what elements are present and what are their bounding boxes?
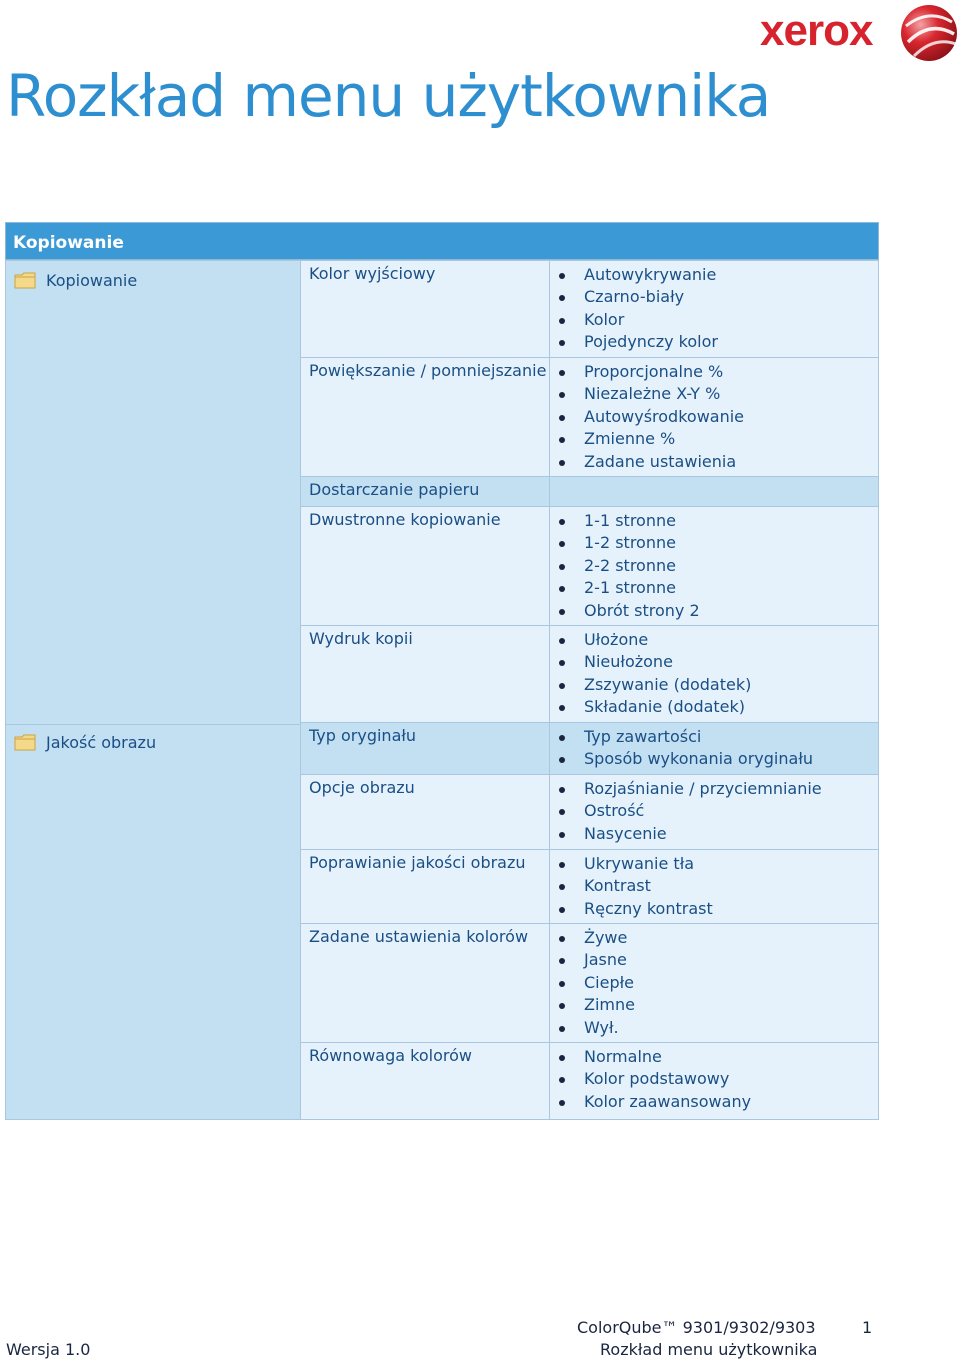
page-title: Rozkład menu użytkownika [6,62,771,130]
feature-label: Wydruk kopii [309,629,413,648]
feature-label: Powiększanie / pomniejszanie [309,361,547,380]
feature-label: Zadane ustawienia kolorów [309,927,529,946]
option-item: Jasne [584,950,627,970]
option-item: Kolor zaawansowany [584,1091,752,1111]
feature-label: Dwustronne kopiowanie [309,510,501,529]
option-item: Autowykrywanie [584,265,717,284]
options-cell [549,507,879,625]
feature-label: Kolor wyjściowy [309,264,436,283]
menu-map-table [5,222,879,1111]
options-cell [549,477,879,506]
option-item: Ciepłe [584,972,635,992]
option-item: Proporcjonalne % [584,362,724,381]
table-row [300,774,879,850]
feature-label: Równowaga kolorów [309,1046,472,1065]
option-item: Sposób wykonania oryginału [584,749,813,769]
category-jakosc-obrazu [5,724,301,1120]
option-item: Normalne [584,1047,662,1066]
options-cell [549,924,879,1042]
option-item: 1-1 stronne [584,511,676,530]
feature-label: Opcje obrazu [309,778,415,797]
option-item: Zimne [584,995,635,1015]
option-item: Kolor podstawowy [584,1069,730,1089]
table-row [300,625,879,723]
category-label: Kopiowanie [46,271,138,290]
table-row [300,722,879,775]
option-item: Czarno-biały [584,287,685,307]
table-row [300,476,879,507]
option-item: Ostrość [584,801,645,821]
option-item: Ręczny kontrast [584,898,713,918]
feature-label: Dostarczanie papieru [309,480,480,499]
option-item: 1-2 stronne [584,533,676,553]
logo-wordmark: xerox [760,6,873,55]
option-item: Kontrast [584,876,651,896]
option-item: Niezależne X-Y % [584,384,721,404]
option-item: Wył. [584,1017,619,1037]
option-item: Zmienne % [584,429,676,449]
options-cell [549,626,879,722]
option-item: Kolor [584,309,625,329]
feature-label: Typ oryginału [309,726,417,745]
option-item: Typ zawartości [584,727,702,746]
option-item: Zadane ustawienia [584,451,737,471]
xerox-logo [760,4,960,62]
option-item: Obrót strony 2 [584,600,700,620]
table-row [300,849,879,924]
option-item: Składanie (dodatek) [584,697,746,717]
table-row [300,923,879,1043]
option-item: Ułożone [584,630,649,649]
option-item: Pojedynczy kolor [584,332,718,352]
folder-icon [14,272,36,289]
options-cell [549,358,879,476]
option-item: Ukrywanie tła [584,854,695,873]
xerox-ball-icon [900,4,958,62]
footer-version: Wersja 1.0 [6,1340,91,1359]
option-item: Nieułożone [584,652,673,672]
option-item: Zszywanie (dodatek) [584,674,752,694]
folder-icon [14,734,36,751]
footer-page-number: 1 [862,1318,873,1337]
option-item: Żywe [584,928,628,947]
option-item: Autowyśrodkowanie [584,406,745,426]
options-cell [549,775,879,849]
footer-product: ColorQube™ 9301/9302/9303 [577,1318,816,1337]
option-item: Nasycenie [584,823,667,843]
table-row [300,357,879,477]
options-cell [549,723,879,774]
option-item: 2-1 stronne [584,578,676,598]
table-row [300,1042,879,1120]
category-kopiowanie [5,260,301,725]
footer-doc-title: Rozkład menu użytkownika [600,1340,818,1359]
category-label: Jakość obrazu [46,733,157,752]
options-cell [549,261,879,357]
option-item: 2-2 stronne [584,555,676,575]
table-row [300,260,879,358]
option-item: Rozjaśnianie / przyciemnianie [584,779,822,798]
table-row [300,506,879,626]
options-cell [549,850,879,923]
feature-label: Poprawianie jakości obrazu [309,853,526,872]
section-header: Kopiowanie [5,222,879,260]
options-cell [549,1043,879,1119]
